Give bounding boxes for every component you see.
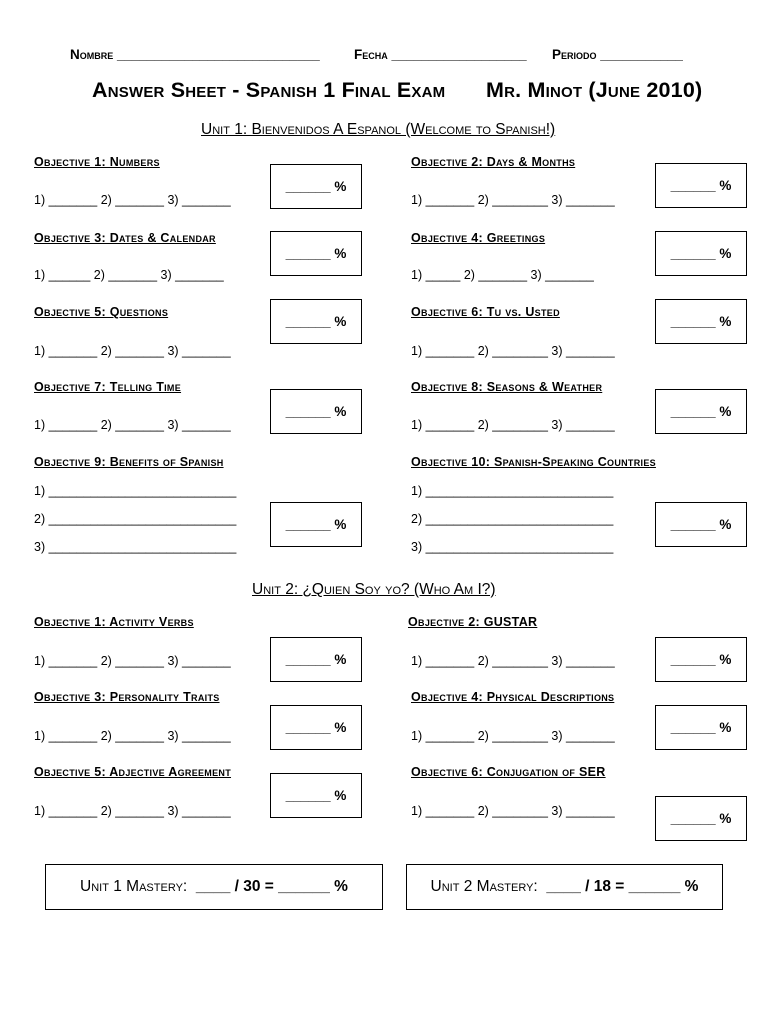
u1-objective-3-answers[interactable]: 1) ______ 2) _______ 3) _______ — [34, 268, 224, 282]
u2-objective-4-percent-box[interactable]: ______ % — [655, 705, 747, 750]
u1-objective-6-answers[interactable]: 1) _______ 2) ________ 3) _______ — [411, 344, 615, 358]
u2-objective-5-percent-box[interactable]: ______ % — [270, 773, 362, 818]
u1-objective-9-label: Objective 9: Benefits of Spanish — [34, 455, 224, 469]
u2-objective-5-label: Objective 5: Adjective Agreement — [34, 765, 232, 779]
unit1-mastery-label: Unit 1 Mastery: — [80, 878, 188, 895]
u2-objective-2-label: Objective 2: GUSTAR — [408, 615, 538, 629]
u1-objective-5-label: Objective 5: Questions — [34, 305, 169, 319]
u2-objective-3-percent-box[interactable]: ______ % — [270, 705, 362, 750]
u1-objective-6-percent-box[interactable]: ______ % — [655, 299, 747, 344]
u1-objective-10-line-3[interactable]: 3) ___________________________ — [411, 540, 614, 554]
u1-objective-5-percent-box[interactable]: ______ % — [270, 299, 362, 344]
u1-objective-1-percent-box[interactable]: ______ % — [270, 164, 362, 209]
u1-objective-10-line-2[interactable]: 2) ___________________________ — [411, 512, 614, 526]
u1-objective-1-label: Objective 1: Numbers — [34, 155, 160, 169]
u1-objective-9-line-3[interactable]: 3) ___________________________ — [34, 540, 237, 554]
u2-objective-3-label: Objective 3: Personality Traits — [34, 690, 220, 704]
page-title: Answer Sheet - Spanish 1 Final Exam — [92, 78, 446, 102]
unit2-mastery-label: Unit 2 Mastery: — [430, 878, 538, 895]
u2-objective-6-label: Objective 6: Conjugation of SER — [411, 765, 606, 779]
u1-objective-6-label: Objective 6: Tu vs. Usted — [411, 305, 560, 319]
u1-objective-9-line-1[interactable]: 1) ___________________________ — [34, 484, 237, 498]
u1-objective-5-answers[interactable]: 1) _______ 2) _______ 3) _______ — [34, 344, 231, 358]
nombre-field[interactable]: Nombre ___________________________ — [70, 47, 320, 62]
u2-objective-6-percent-box[interactable]: ______ % — [655, 796, 747, 841]
u1-objective-7-label: Objective 7: Telling Time — [34, 380, 182, 394]
u1-objective-1-answers[interactable]: 1) _______ 2) _______ 3) _______ — [34, 193, 231, 207]
u2-objective-2-answers[interactable]: 1) _______ 2) ________ 3) _______ — [411, 654, 615, 668]
fecha-field[interactable]: Fecha __________________ — [354, 47, 527, 62]
u2-objective-1-answers[interactable]: 1) _______ 2) _______ 3) _______ — [34, 654, 231, 668]
unit1-mastery-score[interactable]: ____ / 30 = ______ % — [195, 878, 348, 895]
u1-objective-7-answers[interactable]: 1) _______ 2) _______ 3) _______ — [34, 418, 231, 432]
u1-objective-10-line-1[interactable]: 1) ___________________________ — [411, 484, 614, 498]
u1-objective-8-percent-box[interactable]: ______ % — [655, 389, 747, 434]
unit2-mastery-box[interactable] — [406, 864, 723, 910]
u1-objective-4-answers[interactable]: 1) _____ 2) _______ 3) _______ — [411, 268, 594, 282]
unit1-mastery-box[interactable] — [45, 864, 383, 910]
u1-objective-9-line-2[interactable]: 2) ___________________________ — [34, 512, 237, 526]
u2-objective-2-percent-box[interactable]: ______ % — [655, 637, 747, 682]
unit2-mastery-score[interactable]: ____ / 18 = ______ % — [546, 878, 699, 895]
u1-objective-2-answers[interactable]: 1) _______ 2) ________ 3) _______ — [411, 193, 615, 207]
u2-objective-4-label: Objective 4: Physical Descriptions — [411, 690, 615, 704]
unit1-heading: Unit 1: Bienvenidos A Espanol (Welcome to Spanish!) — [201, 121, 556, 138]
u1-objective-8-label: Objective 8: Seasons & Weather — [411, 380, 603, 394]
u2-objective-1-percent-box[interactable]: ______ % — [270, 637, 362, 682]
u1-objective-4-percent-box[interactable]: ______ % — [655, 231, 747, 276]
u1-objective-4-label: Objective 4: Greetings — [411, 231, 546, 245]
unit2-heading: Unit 2: ¿Quien Soy yo? (Who Am I?) — [252, 581, 496, 598]
u1-objective-8-answers[interactable]: 1) _______ 2) ________ 3) _______ — [411, 418, 615, 432]
teacher-date: Mr. Minot (June 2010) — [486, 78, 703, 102]
u1-objective-7-percent-box[interactable]: ______ % — [270, 389, 362, 434]
u1-objective-3-label: Objective 3: Dates & Calendar — [34, 231, 216, 245]
u2-objective-4-answers[interactable]: 1) _______ 2) ________ 3) _______ — [411, 729, 615, 743]
u2-objective-1-label: Objective 1: Activity Verbs — [34, 615, 194, 629]
u2-objective-6-answers[interactable]: 1) _______ 2) ________ 3) _______ — [411, 804, 615, 818]
u1-objective-10-percent-box[interactable]: ______ % — [655, 502, 747, 547]
u2-objective-3-answers[interactable]: 1) _______ 2) _______ 3) _______ — [34, 729, 231, 743]
u1-objective-2-label: Objective 2: Days & Months — [411, 155, 576, 169]
periodo-field[interactable]: Periodo ___________ — [552, 47, 683, 62]
u1-objective-3-percent-box[interactable]: ______ % — [270, 231, 362, 276]
u1-objective-2-percent-box[interactable]: ______ % — [655, 163, 747, 208]
u1-objective-9-percent-box[interactable]: ______ % — [270, 502, 362, 547]
u2-objective-5-answers[interactable]: 1) _______ 2) _______ 3) _______ — [34, 804, 231, 818]
u1-objective-10-label: Objective 10: Spanish-Speaking Countries — [411, 455, 656, 469]
